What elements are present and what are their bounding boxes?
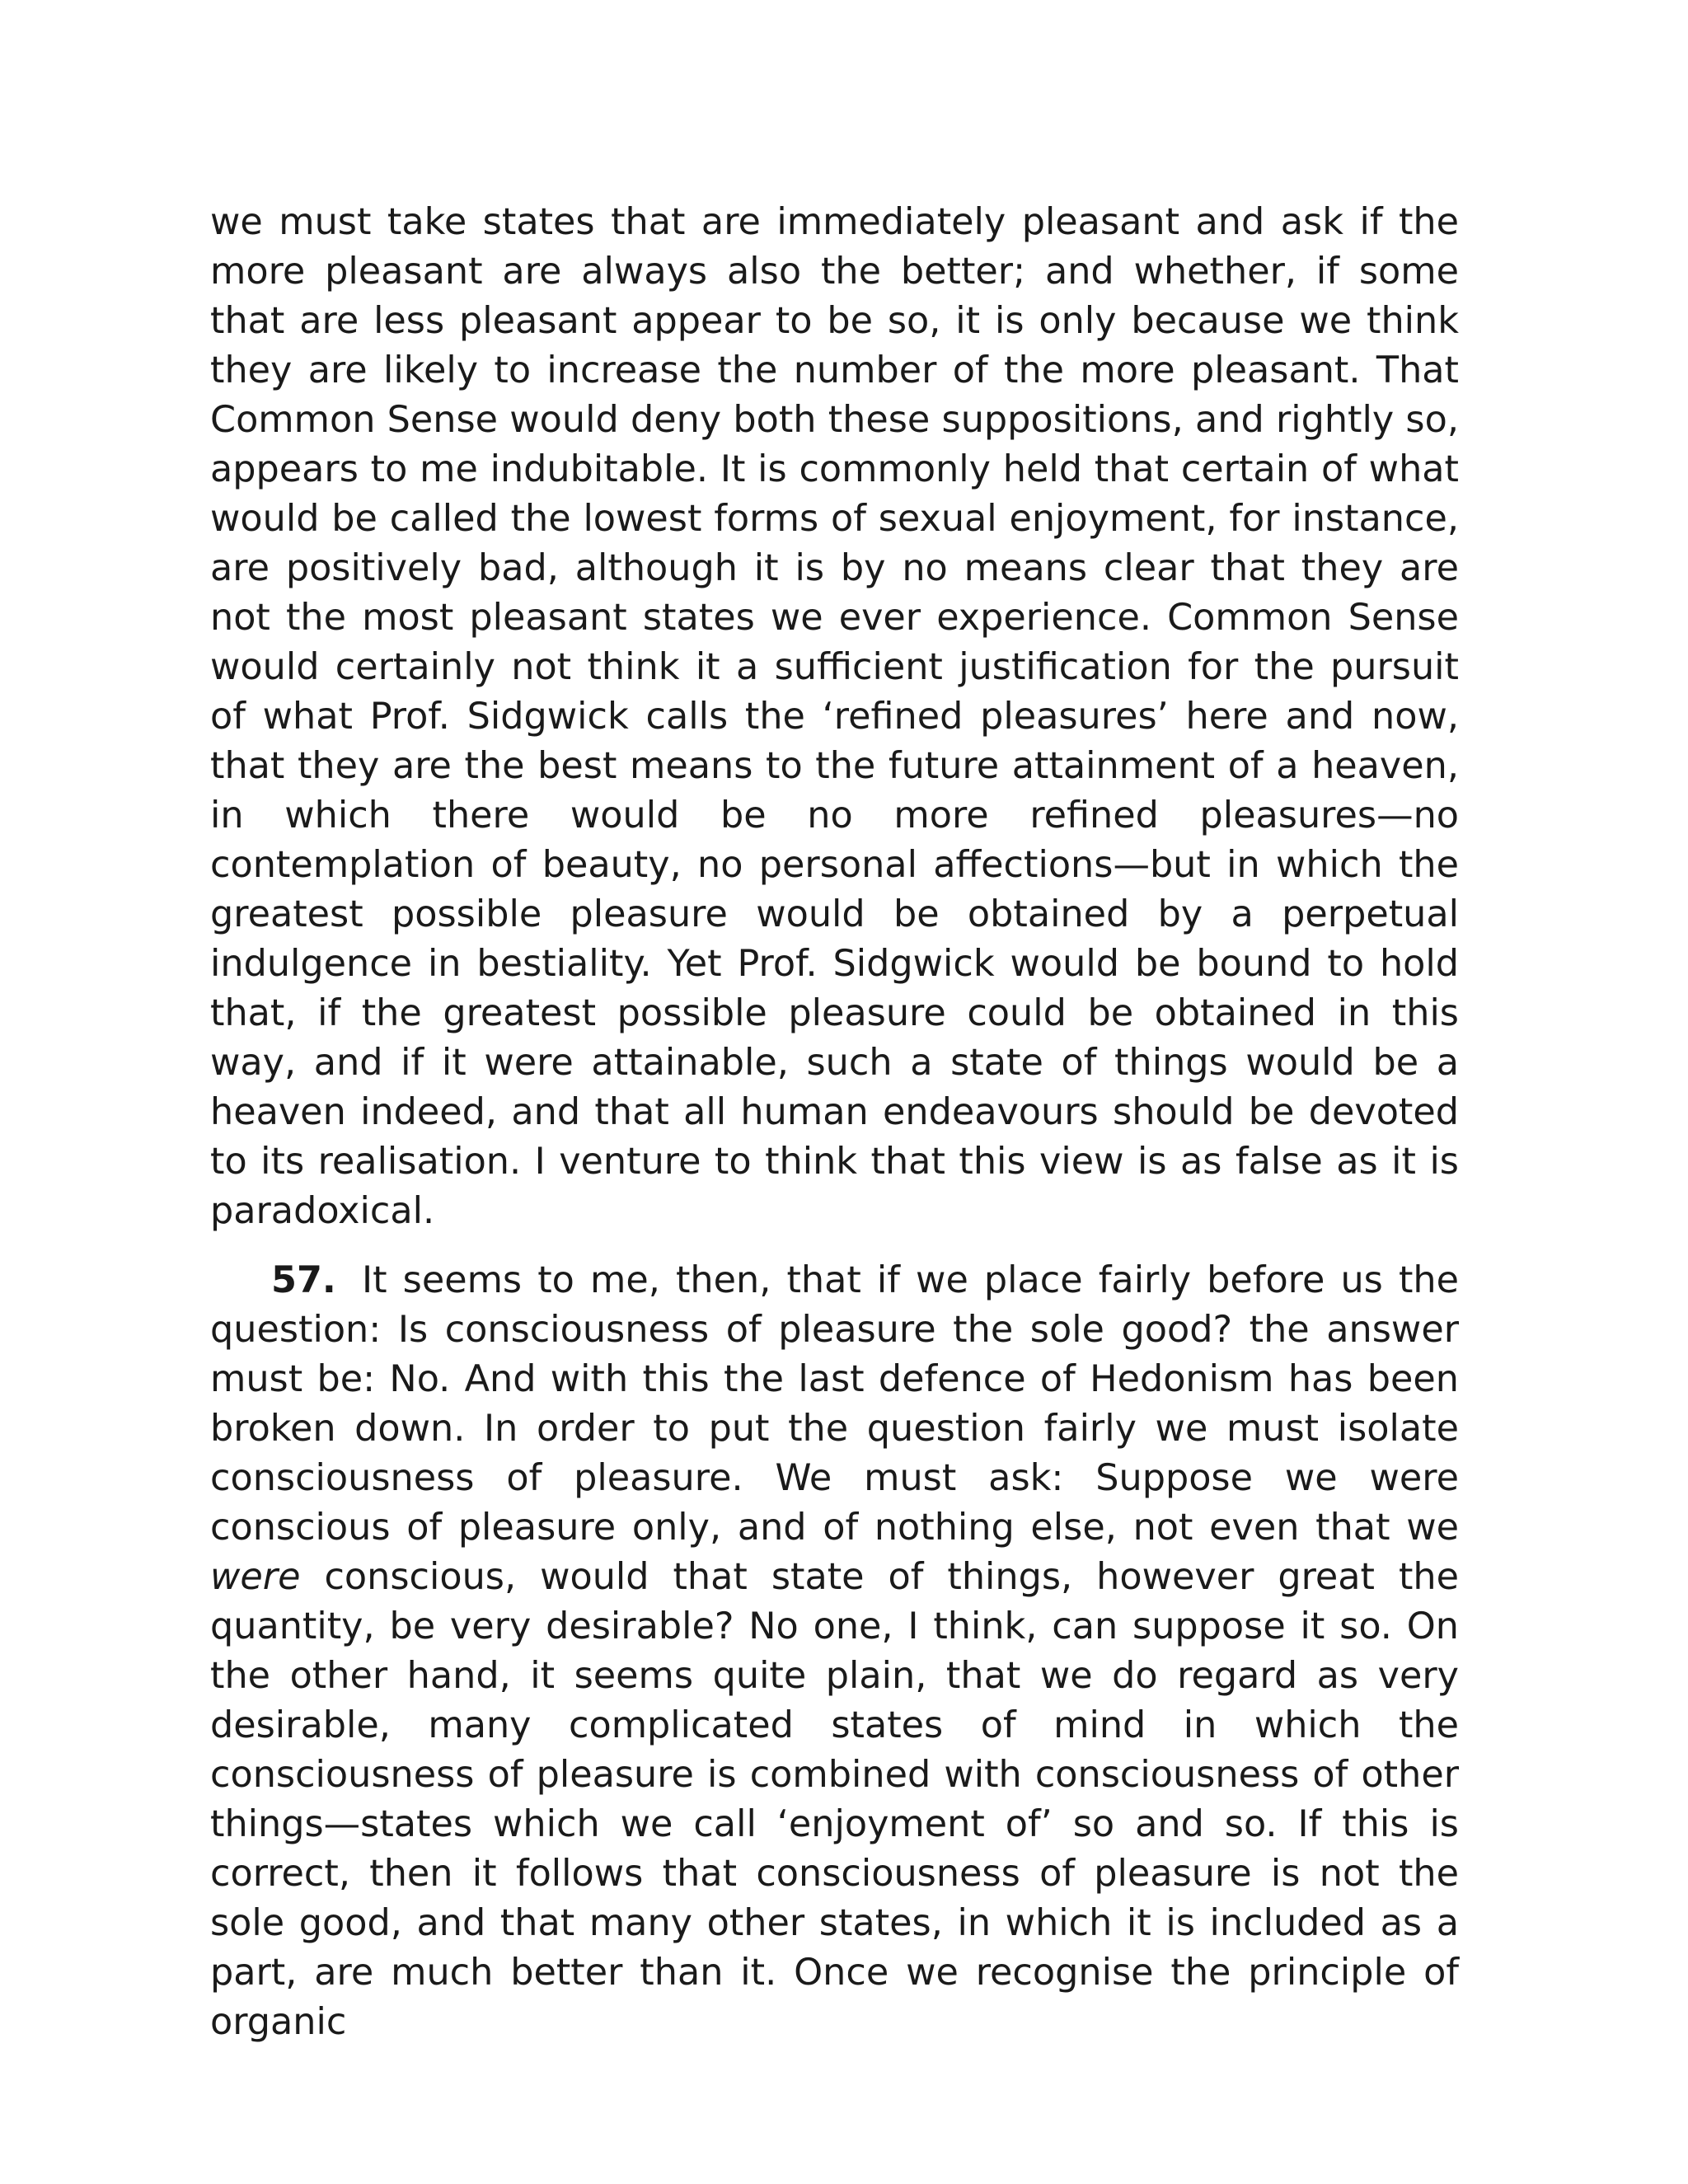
italic-emphasis: were	[210, 1556, 301, 1598]
paragraph-section-57	[210, 1256, 1459, 2047]
section-number: 57.	[271, 1259, 336, 1301]
section-text-part-2: conscious, would that state of things, however great the quantity, be very desirable? No one, I think, can suppose it so. On the other hand, it seems quite plain, that we do regard as very desirable, many complicated states of mind in which the consciousness of pleasure is combined with consciousness of other things—states which we call ‘enjoyment of’ so and so. If this is correct, then it follows that consciousness of pleasure is not the sole good, and that many other states, in which it is included as a part, are much better than it. Once we recognise the principle of organic	[210, 1556, 1459, 2043]
body-text	[210, 198, 1459, 2047]
paragraph-continued: we must take states that are immediately pleasant and ask if the more pleasant are always also the better; and whether, if some that are less pleasant appear to be so, it is only because we think they are likely to increase the number of the more pleasant. That Common Sense would deny both these suppositions, and rightly so, appears to me indubitable. It is commonly held that certain of what would be called the lowest forms of sexual enjoyment, for instance, are positively bad, although it is by no means clear that they are not the most pleasant states we ever experience. Common Sense would certainly not think it a sufficient justification for the pursuit of what Prof. Sidgwick calls the ‘refined pleasures’ here and now, that they are the best means to the future attainment of a heaven, in which there would be no more refined pleasures—no contemplation of beauty, no personal affections—but in which the greatest possible pleasure would be obtained by a perpetual indulgence in bestiality. Yet Prof. Sidgwick would be bound to hold that, if the greatest possible pleasure could be obtained in this way, and if it were attainable, such a state of things would be a heaven indeed, and that all human endeavours should be devoted to its realisation. I venture to think that this view is as false as it is paradoxical.	[210, 201, 1459, 1232]
section-text-part-1: It seems to me, then, that if we place fairly before us the question: Is consciousness of pleasure the sole good? the answer must be: No. And with this the last defence of Hedonism has been broken down. In order to put the question fairly we must isolate consciousness of pleasure. We must ask: Suppose we were conscious of pleasure only, and of nothing else, not even that we	[210, 1259, 1459, 1549]
